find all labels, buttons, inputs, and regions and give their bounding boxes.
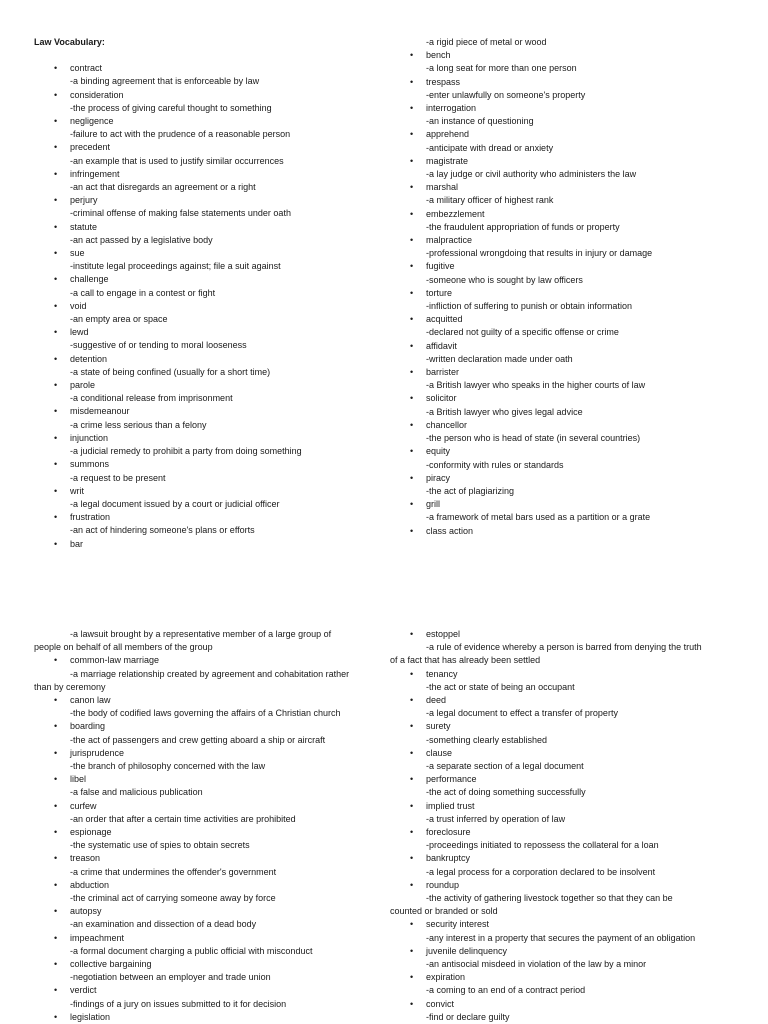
term: libel	[70, 774, 87, 785]
vocabulary-item	[34, 168, 386, 194]
bullet-icon: •	[54, 168, 58, 179]
term: canon law	[70, 695, 111, 706]
vocabulary-item	[390, 313, 742, 339]
term: barrister	[426, 367, 460, 378]
vocabulary-item	[34, 326, 386, 352]
vocabulary-item	[34, 247, 386, 273]
vocabulary-item	[390, 128, 742, 154]
bullet-icon: •	[410, 800, 414, 811]
definition: -a coming to an end of a contract period	[426, 985, 586, 996]
definition: -a marriage relationship created by agreement and cohabitation rather	[70, 668, 350, 679]
definition: -infliction of suffering to punish or obtain information	[426, 301, 632, 312]
bullet-icon: •	[54, 512, 58, 523]
definition: -the act or state of being an occupant	[426, 681, 575, 692]
bullet-icon: •	[410, 499, 414, 510]
vocabulary-item	[390, 366, 742, 392]
definition: -a crime that undermines the offender's government	[70, 866, 277, 877]
bullet-icon: •	[410, 668, 414, 679]
term: bar	[70, 538, 84, 549]
vocabulary-item	[390, 879, 742, 905]
definition: -the person who is head of state (in several countries)	[426, 433, 641, 444]
definition: -enter unlawfully on someone's property	[426, 89, 586, 100]
definition: -a request to be present	[70, 472, 166, 483]
continued-definition-wrap: people on behalf of all members of the group	[34, 642, 213, 653]
vocabulary-item	[34, 747, 386, 773]
term: marshal	[426, 182, 459, 193]
definition-wrap: than by ceremony	[34, 681, 106, 692]
term: convict	[426, 998, 455, 1009]
bullet-icon: •	[54, 248, 58, 259]
definition: -any interest in a property that secures the payment of an obligation	[426, 932, 696, 943]
definition: -an act passed by a legislative body	[70, 234, 213, 245]
bullet-icon: •	[410, 998, 414, 1009]
bullet-icon: •	[410, 945, 414, 956]
bullet-icon: •	[54, 116, 58, 127]
vocabulary-item	[34, 300, 386, 326]
definition: -declared not guilty of a specific offense or crime	[426, 327, 619, 338]
definition: -a state of being confined (usually for a short time)	[70, 366, 271, 377]
vocabulary-item	[390, 49, 742, 75]
definition: -criminal offense of making false statements under oath	[70, 208, 291, 219]
vocabulary-item	[34, 485, 386, 511]
vocabulary-item	[390, 694, 742, 720]
definition: -a formal document charging a public official with misconduct	[70, 945, 313, 956]
term: magistrate	[426, 155, 469, 166]
definition: -a false and malicious publication	[70, 787, 203, 798]
term: void	[70, 300, 87, 311]
bullet-icon: •	[54, 1011, 58, 1022]
definition: -a legal document to effect a transfer of property	[426, 708, 618, 719]
vocabulary-item	[34, 432, 386, 458]
bullet-icon: •	[410, 721, 414, 732]
term: detention	[70, 353, 108, 364]
vocabulary-item	[34, 221, 386, 247]
term: estoppel	[426, 629, 461, 639]
vocabulary-item	[390, 800, 742, 826]
term: interrogation	[426, 103, 477, 114]
bullet-icon: •	[54, 906, 58, 917]
bullet-icon: •	[410, 774, 414, 785]
vocabulary-item	[390, 155, 742, 181]
bullet-icon: •	[54, 327, 58, 338]
definition: -a British lawyer who gives legal advice	[426, 406, 583, 417]
vocabulary-item	[34, 932, 386, 958]
vocabulary-item	[34, 62, 386, 88]
bullet-icon: •	[410, 235, 414, 246]
definition: -a British lawyer who speaks in the higher courts of law	[426, 380, 646, 391]
term: implied trust	[426, 800, 475, 811]
bullet-icon: •	[410, 129, 414, 140]
definition: -a rule of evidence whereby a person is barred from denying the truth	[426, 642, 702, 653]
bullet-icon: •	[410, 747, 414, 758]
definition: -a lay judge or civil authority who administers the law	[426, 169, 637, 180]
vocabulary-item	[34, 879, 386, 905]
page-2-right-column	[390, 628, 742, 1024]
bullet-icon: •	[410, 287, 414, 298]
term: abduction	[70, 879, 110, 890]
vocabulary-item	[34, 694, 386, 720]
vocabulary-item	[34, 353, 386, 379]
term: acquitted	[426, 314, 463, 325]
definition: -an act that disregards an agreement or a right	[70, 182, 256, 193]
definition: -an empty area or space	[70, 314, 168, 325]
term: security interest	[426, 919, 490, 930]
vocabulary-item	[390, 260, 742, 286]
definition: -the systematic use of spies to obtain secrets	[70, 840, 250, 851]
vocabulary-item	[34, 773, 386, 799]
continued-definition: -a rigid piece of metal or wood	[426, 37, 547, 47]
bullet-icon: •	[54, 353, 58, 364]
definition: -findings of a jury on issues submitted to it for decision	[70, 998, 287, 1009]
vocabulary-item	[390, 102, 742, 128]
term: contract	[70, 63, 103, 74]
term: tenancy	[426, 668, 458, 679]
term: juvenile delinquency	[426, 945, 508, 956]
vocabulary-item	[390, 852, 742, 878]
term: jurisprudence	[70, 747, 125, 758]
term: curfew	[70, 800, 97, 811]
bullet-icon: •	[54, 195, 58, 206]
term: verdict	[70, 985, 97, 996]
term: misdemeanour	[70, 406, 130, 417]
definition: -the criminal act of carrying someone away by force	[70, 893, 276, 904]
definition: -anticipate with dread or anxiety	[426, 142, 554, 153]
bullet-icon: •	[410, 419, 414, 430]
bullet-icon: •	[54, 485, 58, 496]
definition: -a military officer of highest rank	[426, 195, 554, 206]
term: affidavit	[426, 340, 457, 351]
term: writ	[70, 485, 84, 496]
vocabulary-item	[390, 720, 742, 746]
page-2-left-column	[34, 628, 386, 1024]
term: consideration	[70, 89, 124, 100]
definition: -the act of doing something successfully	[426, 787, 586, 798]
bullet-icon: •	[410, 261, 414, 272]
definition: -someone who is sought by law officers	[426, 274, 583, 285]
bullet-icon: •	[410, 919, 414, 930]
term: piracy	[426, 472, 451, 483]
term: sue	[70, 248, 85, 259]
definition: -the act of plagiarizing	[426, 485, 515, 496]
term: precedent	[70, 142, 111, 153]
vocabulary-item	[390, 234, 742, 260]
definition: -the process of giving careful thought to something	[70, 102, 272, 113]
vocabulary-item	[34, 905, 386, 931]
vocabulary-item	[34, 1011, 386, 1024]
vocabulary-item	[390, 472, 742, 498]
vocabulary-item	[390, 208, 742, 234]
bullet-icon: •	[54, 221, 58, 232]
term: chancellor	[426, 419, 468, 430]
document-heading: Law Vocabulary:	[34, 37, 105, 47]
term: perjury	[70, 195, 98, 206]
term: fugitive	[426, 261, 455, 272]
term: lewd	[70, 327, 89, 338]
definition: -a separate section of a legal document	[426, 761, 584, 772]
vocabulary-item	[34, 194, 386, 220]
term: legislation	[70, 1011, 111, 1022]
vocabulary-item	[390, 181, 742, 207]
bullet-icon: •	[54, 800, 58, 811]
definition: -a legal process for a corporation declared to be insolvent	[426, 866, 656, 877]
bullet-icon: •	[54, 538, 58, 549]
bullet-icon: •	[54, 932, 58, 943]
term: deed	[426, 695, 447, 706]
page-1-left-column	[34, 36, 386, 551]
bullet-icon: •	[54, 959, 58, 970]
definition: -a long seat for more than one person	[426, 63, 577, 74]
page-1-right-column	[390, 36, 742, 538]
term: performance	[426, 774, 477, 785]
vocabulary-item	[34, 379, 386, 405]
definition: -an order that after a certain time activities are prohibited	[70, 813, 296, 824]
term: malpractice	[426, 235, 473, 246]
bullet-icon: •	[54, 380, 58, 391]
term: treason	[70, 853, 101, 864]
vocabulary-item	[34, 800, 386, 826]
bullet-icon: •	[410, 367, 414, 378]
term: embezzlement	[426, 208, 485, 219]
bullet-icon: •	[54, 142, 58, 153]
term: apprehend	[426, 129, 470, 140]
vocabulary-item	[390, 971, 742, 997]
bullet-icon: •	[54, 300, 58, 311]
term: summons	[70, 459, 110, 470]
term: expiration	[426, 972, 466, 983]
bullet-icon: •	[410, 853, 414, 864]
definition: -an examination and dissection of a dead body	[70, 919, 257, 930]
definition: -the body of codified laws governing the affairs of a Christian church	[70, 708, 341, 719]
bullet-icon: •	[410, 446, 414, 457]
term: torture	[426, 287, 453, 298]
bullet-icon: •	[410, 103, 414, 114]
definition-wrap: of a fact that has already been settled	[390, 655, 541, 666]
bullet-icon: •	[410, 314, 414, 325]
term: espionage	[70, 827, 112, 838]
vocabulary-item	[390, 287, 742, 313]
definition: -professional wrongdoing that results in injury or damage	[426, 248, 653, 259]
bullet-icon: •	[54, 721, 58, 732]
bullet-icon: •	[54, 879, 58, 890]
bullet-icon: •	[54, 747, 58, 758]
vocabulary-item	[390, 445, 742, 471]
definition: -a framework of metal bars used as a partition or a grate	[426, 512, 651, 523]
vocabulary-item	[34, 654, 386, 680]
term: roundup	[426, 879, 460, 890]
definition: -an example that is used to justify similar occurrences	[70, 155, 284, 166]
definition: -a judicial remedy to prohibit a party from doing something	[70, 446, 302, 457]
definition: -a crime less serious than a felony	[70, 419, 207, 430]
bullet-icon: •	[54, 985, 58, 996]
term: solicitor	[426, 393, 457, 404]
term: common-law marriage	[70, 655, 160, 666]
vocabulary-list	[34, 654, 386, 1024]
vocabulary-item	[34, 89, 386, 115]
bullet-icon: •	[410, 76, 414, 87]
vocabulary-item	[34, 141, 386, 167]
term: boarding	[70, 721, 106, 732]
definition: -an antisocial misdeed in violation of the law by a minor	[426, 959, 647, 970]
vocabulary-item	[390, 918, 742, 944]
definition-wrap: counted or branded or sold	[390, 906, 498, 917]
bullet-icon: •	[410, 629, 414, 639]
bullet-icon: •	[54, 655, 58, 666]
vocabulary-item	[390, 419, 742, 445]
term: frustration	[70, 512, 111, 523]
term: trespass	[426, 76, 461, 87]
term: parole	[70, 380, 96, 391]
term: grill	[426, 499, 441, 510]
vocabulary-item	[34, 852, 386, 878]
vocabulary-item	[390, 826, 742, 852]
definition: -written declaration made under oath	[426, 353, 573, 364]
bullet-icon: •	[410, 182, 414, 193]
term: equity	[426, 446, 451, 457]
bullet-icon: •	[54, 459, 58, 470]
vocabulary-item	[390, 76, 742, 102]
bullet-icon: •	[54, 89, 58, 100]
bullet-icon: •	[410, 155, 414, 166]
term: foreclosure	[426, 827, 471, 838]
term: autopsy	[70, 906, 102, 917]
bullet-icon: •	[410, 827, 414, 838]
vocabulary-item	[390, 668, 742, 694]
definition: -an instance of questioning	[426, 116, 534, 127]
term: bench	[426, 50, 451, 61]
definition: -a conditional release from imprisonment	[70, 393, 233, 404]
term: negligence	[70, 116, 114, 127]
bullet-icon: •	[54, 63, 58, 74]
page-2	[0, 512, 768, 1024]
term: surety	[426, 721, 451, 732]
term: infringement	[70, 168, 120, 179]
bullet-icon: •	[410, 340, 414, 351]
term: impeachment	[70, 932, 125, 943]
bullet-icon: •	[410, 472, 414, 483]
vocabulary-item	[34, 720, 386, 746]
term: collective bargaining	[70, 959, 152, 970]
term: injunction	[70, 432, 109, 443]
term: clause	[426, 747, 453, 758]
vocabulary-item	[34, 273, 386, 299]
vocabulary-item	[34, 984, 386, 1010]
definition: -something clearly established	[426, 734, 548, 745]
term: statute	[70, 221, 98, 232]
bullet-icon: •	[54, 274, 58, 285]
definition: -a call to engage in a contest or fight	[70, 287, 216, 298]
definition: -institute legal proceedings against; file a suit against	[70, 261, 281, 272]
vocabulary-list	[390, 49, 742, 538]
vocabulary-item	[34, 405, 386, 431]
bullet-icon: •	[54, 853, 58, 864]
definition: -a legal document issued by a court or judicial officer	[70, 498, 280, 509]
definition: -the fraudulent appropriation of funds or property	[426, 221, 620, 232]
definition: -an act of hindering someone's plans or efforts	[70, 525, 255, 536]
definition: -failure to act with the prudence of a reasonable person	[70, 129, 291, 140]
definition: -negotiation between an employer and trade union	[70, 972, 271, 983]
bullet-icon: •	[54, 695, 58, 706]
vocabulary-item	[34, 115, 386, 141]
term: class action	[426, 525, 474, 536]
bullet-icon: •	[410, 972, 414, 983]
vocabulary-item	[34, 958, 386, 984]
bullet-icon: •	[410, 879, 414, 890]
definition: -find or declare guilty	[426, 1011, 510, 1022]
definition: -a trust inferred by operation of law	[426, 813, 566, 824]
bullet-icon: •	[410, 695, 414, 706]
vocabulary-item	[34, 458, 386, 484]
bullet-icon: •	[54, 432, 58, 443]
vocabulary-item	[390, 747, 742, 773]
definition: -suggestive of or tending to moral looseness	[70, 340, 247, 351]
definition: -the branch of philosophy concerned with the law	[70, 761, 266, 772]
vocabulary-list	[390, 628, 742, 1024]
definition: -a binding agreement that is enforceable by law	[70, 76, 260, 87]
bullet-icon: •	[410, 208, 414, 219]
definition: -proceedings initiated to repossess the collateral for a loan	[426, 840, 659, 851]
definition: -conformity with rules or standards	[426, 459, 564, 470]
bullet-icon: •	[410, 393, 414, 404]
vocabulary-item	[390, 340, 742, 366]
definition: -the activity of gathering livestock together so that they can be	[426, 893, 673, 904]
continued-definition: -a lawsuit brought by a representative member of a large group of	[70, 629, 332, 639]
term: bankruptcy	[426, 853, 471, 864]
definition: -the act of passengers and crew getting aboard a ship or aircraft	[70, 734, 326, 745]
vocabulary-item	[390, 945, 742, 971]
vocabulary-list	[34, 62, 386, 551]
vocabulary-item	[390, 773, 742, 799]
bullet-icon: •	[54, 827, 58, 838]
vocabulary-item	[34, 826, 386, 852]
bullet-icon: •	[54, 406, 58, 417]
bullet-icon: •	[54, 774, 58, 785]
vocabulary-item	[390, 998, 742, 1024]
vocabulary-item	[390, 392, 742, 418]
vocabulary-item	[390, 628, 742, 654]
term: challenge	[70, 274, 109, 285]
bullet-icon: •	[410, 50, 414, 61]
bullet-icon: •	[410, 525, 414, 536]
